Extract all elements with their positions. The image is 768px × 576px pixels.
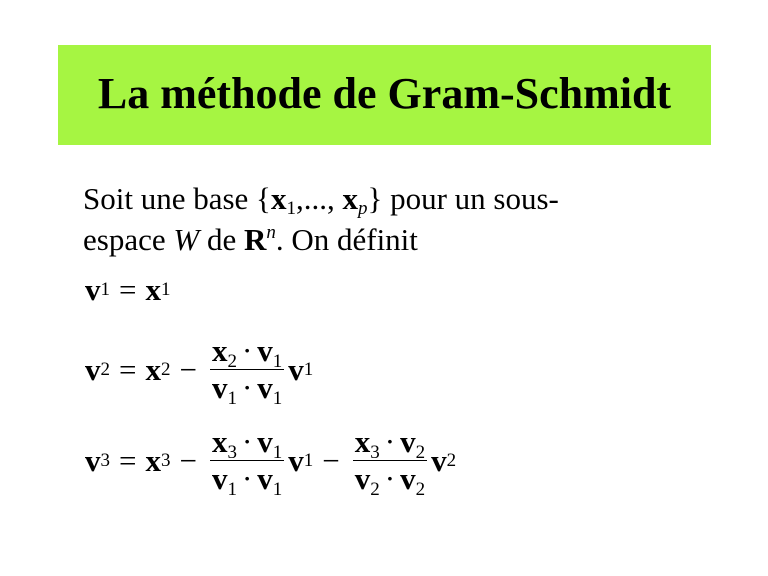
intro-text-part: espace <box>83 222 174 257</box>
real-space-r: R <box>243 222 267 257</box>
superscript: n <box>266 222 276 243</box>
subscript: 1 <box>272 442 283 463</box>
vector-x: x <box>211 424 228 459</box>
minus-sign: − <box>179 442 197 478</box>
subscript: 1 <box>227 479 237 500</box>
dot-product: · <box>384 424 396 459</box>
subscript: 1 <box>272 351 283 372</box>
subscript: 2 <box>415 479 426 500</box>
slide-title: La méthode de Gram-Schmidt <box>97 68 672 118</box>
equals-sign: = <box>119 272 137 307</box>
vector-v: v <box>288 442 304 478</box>
subscript: p <box>357 198 368 219</box>
dot-product: · <box>241 461 253 496</box>
dot-product: · <box>241 333 253 368</box>
fraction-numerator <box>210 333 284 372</box>
vector-x: x <box>145 442 161 478</box>
intro-text-part: . On définit <box>275 222 418 257</box>
equation-2: v 2 = x 2 − $\frac{x_2 \cdot v_1}{v_1 \cdot v_1}$ v 1 <box>85 333 314 409</box>
vector-v: v <box>85 442 101 478</box>
subscript: 1 <box>272 388 283 409</box>
subscript: 1 <box>272 479 283 500</box>
dot-product: · <box>241 370 253 405</box>
subscript: 1 <box>286 198 296 219</box>
intro-text-part: de <box>199 222 244 257</box>
vector-x: x <box>211 333 228 368</box>
vector-x: x <box>145 272 161 307</box>
title-banner <box>58 45 711 145</box>
vector-v: v <box>431 442 447 478</box>
subscript: 2 <box>415 442 426 463</box>
minus-sign: − <box>322 442 340 478</box>
vector-v: v <box>211 461 228 496</box>
dot-product: · <box>384 461 396 496</box>
vector-v: v <box>85 272 101 307</box>
minus-sign: − <box>179 351 197 387</box>
subspace-w: W <box>173 222 200 257</box>
subscript: 2 <box>227 351 237 372</box>
dot-product: · <box>241 424 253 459</box>
vector-v: v <box>400 424 416 459</box>
fraction <box>210 424 284 500</box>
intro-text-part: Soit une base { <box>83 181 271 216</box>
fraction-denominator <box>353 461 427 500</box>
subscript: 1 <box>227 388 237 409</box>
fraction <box>353 424 427 500</box>
fraction-denominator <box>210 461 284 500</box>
vector-v: v <box>400 461 416 496</box>
vector-v: v <box>288 351 304 387</box>
fraction <box>210 333 284 409</box>
subscript: 2 <box>370 479 380 500</box>
vector-x: x <box>342 181 358 216</box>
vector-v: v <box>211 370 228 405</box>
equals-sign: = <box>119 351 137 387</box>
equals-sign: = <box>119 442 137 478</box>
vector-v: v <box>85 351 101 387</box>
vector-v: v <box>354 461 371 496</box>
vector-v: v <box>257 370 273 405</box>
intro-text-part: ,..., <box>295 181 343 216</box>
subscript: 3 <box>370 442 380 463</box>
vector-x: x <box>145 351 161 387</box>
vector-v: v <box>257 424 273 459</box>
subscript: 3 <box>227 442 237 463</box>
vector-x: x <box>354 424 371 459</box>
fraction-numerator <box>353 424 427 463</box>
vector-v: v <box>257 333 273 368</box>
vector-x: x <box>270 181 287 216</box>
equation-1: v 1 = x 1 <box>85 272 171 307</box>
equation-3: v 3 = x 3 − $\frac{x_3 \cdot v_1}{v_1 \cdot v_1}$ v 1 − $\frac{x_3 \cdot v_2}{v_2 \cdot v_2}$ v 2 <box>85 424 457 500</box>
fraction-numerator <box>210 424 284 463</box>
intro-text <box>83 178 691 260</box>
fraction-denominator <box>210 370 284 409</box>
vector-v: v <box>257 461 273 496</box>
intro-text-part: } pour un sous- <box>367 181 559 216</box>
